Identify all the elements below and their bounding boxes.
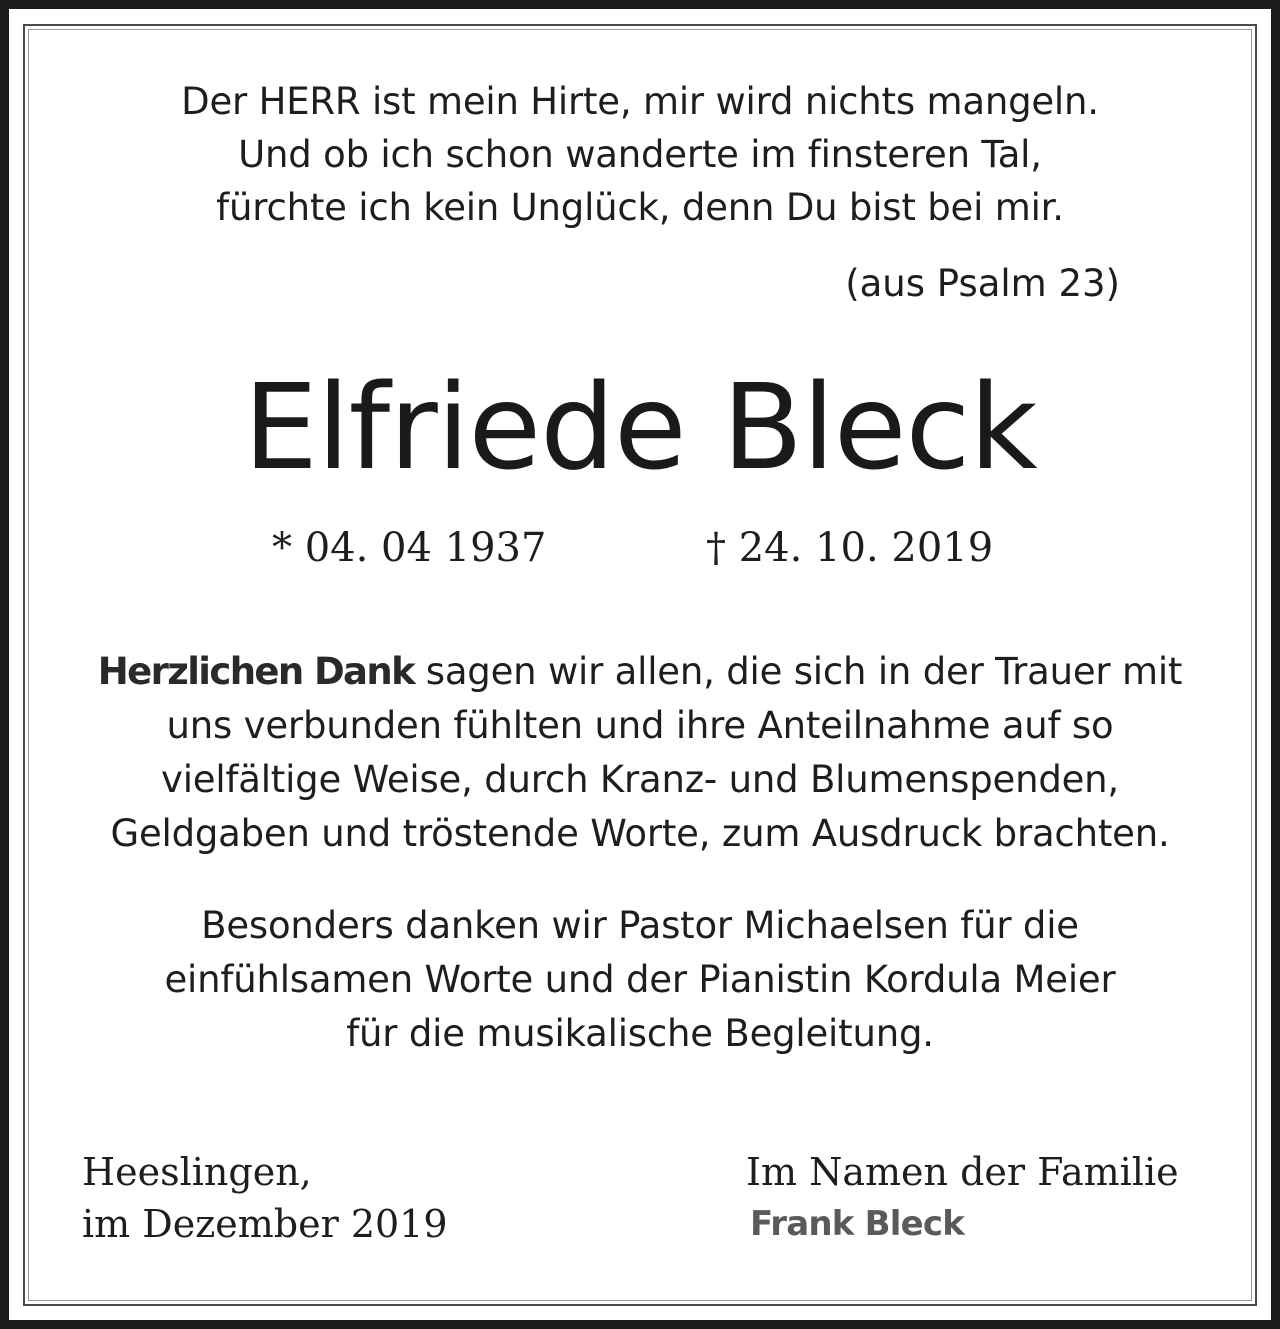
footer-on-behalf: Im Namen der Familie — [746, 1150, 1179, 1194]
psalm-line-2: Und ob ich schon wanderte im finsteren Tal, — [238, 133, 1042, 176]
thanks-line-1 — [0, 646, 1280, 698]
death-date: † 24. 10. 2019 — [706, 525, 994, 571]
footer-date: im Dezember 2019 — [82, 1202, 448, 1246]
birth-date: * 04. 04 1937 — [272, 525, 547, 571]
special-thanks-line-2: einfühlsamen Worte und der Pianistin Kordula Meier — [164, 958, 1116, 1001]
deceased-name: Elfriede Bleck — [243, 358, 1037, 496]
psalm-line-1: Der HERR ist mein Hirte, mir wird nichts mangeln. — [181, 80, 1099, 123]
thanks-heading: Herzlichen Dank — [97, 650, 415, 693]
special-thanks-line-1: Besonders danken wir Pastor Michaelsen für die — [201, 904, 1079, 947]
thanks-line-1-text: sagen wir allen, die sich in der Trauer mit — [414, 650, 1183, 693]
thanks-line-2: uns verbunden fühlten und ihre Anteilnahme auf so — [166, 704, 1114, 747]
signature: Frank Bleck — [750, 1204, 965, 1244]
psalm-line-3: fürchte ich kein Unglück, denn Du bist bei mir. — [216, 186, 1064, 229]
thanks-line-3: vielfältige Weise, durch Kranz- und Blumenspenden, — [161, 758, 1119, 801]
psalm-source: (aus Psalm 23) — [845, 262, 1120, 305]
footer-place: Heeslingen, — [82, 1150, 312, 1194]
special-thanks-line-3: für die musikalische Begleitung. — [346, 1012, 934, 1055]
thanks-line-4: Geldgaben und tröstende Worte, zum Ausdruck brachten. — [110, 812, 1170, 855]
